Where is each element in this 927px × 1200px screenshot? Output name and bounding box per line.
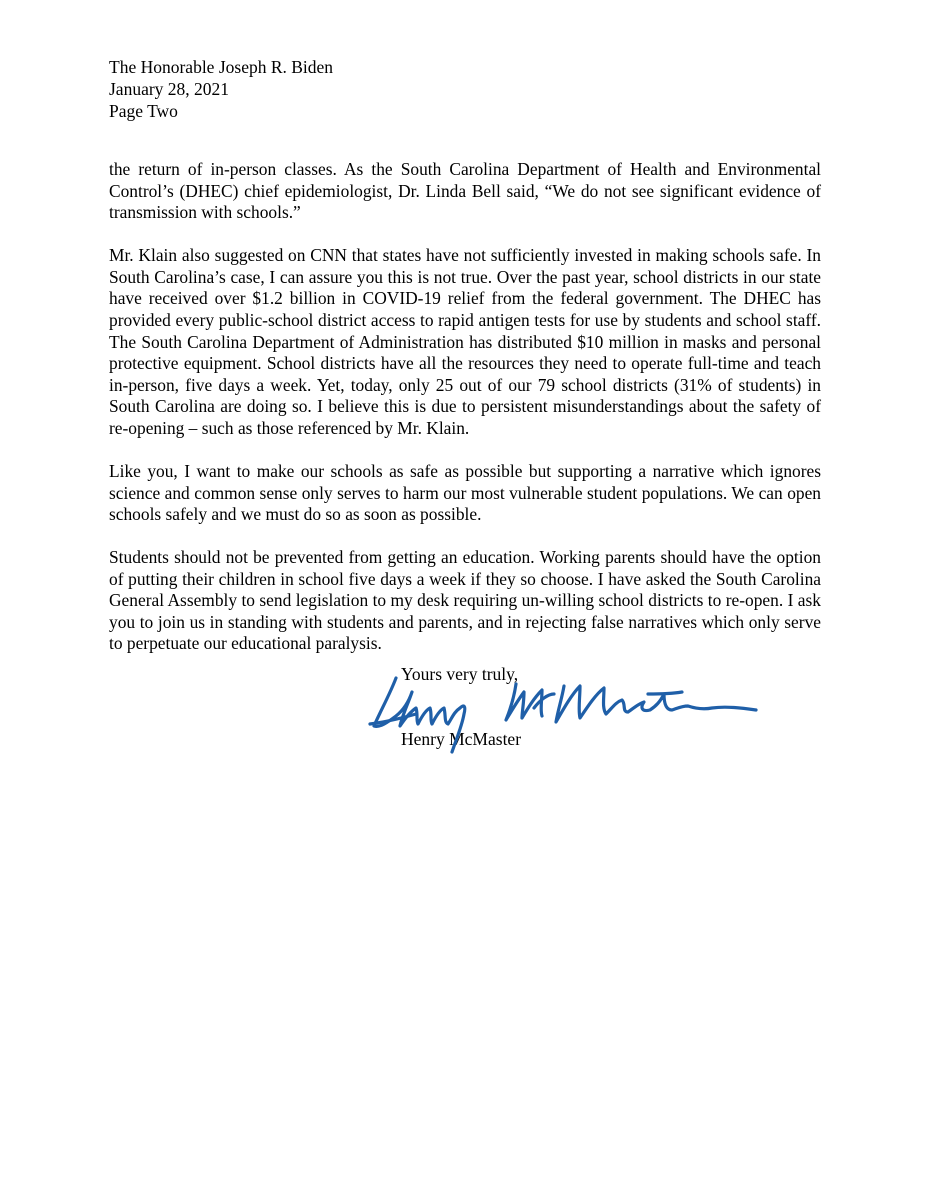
date-line: January 28, 2021 — [109, 79, 230, 99]
recipient-line: The Honorable Joseph R. Biden — [109, 57, 334, 77]
handwritten-signature — [366, 664, 766, 754]
letter-body — [109, 159, 821, 676]
body-paragraph: Like you, I want to make our schools as safe as possible but supporting a narrative which ignores science and common sense only serves to harm our most vulnerable student populations. We can open schools safely and we must do so as soon as possible. — [109, 460, 821, 525]
body-paragraph: Mr. Klain also suggested on CNN that states have not sufficiently invested in making schools safe. In South Carolina’s case, I can assure you this is not true. Over the past year, school districts in our state have received over $1.2 billion in COVID-19 relief from the federal government. The DHEC has provided every public-school district access to rapid antigen tests for use by students and school staff. The South Carolina Department of Administration has distributed $10 million in masks and personal protective equipment. School districts have all the resources they need to operate full-time and teach in-person, five days a week. Yet, today, only 25 out of our 79 school districts (31% of students) in South Carolina are doing so. I believe this is due to persistent misunderstandings about the safety of re-opening – such as those referenced by Mr. Klain. — [109, 245, 821, 438]
closing-salutation: Yours very truly, — [401, 664, 519, 684]
body-paragraph: Students should not be prevented from getting an education. Working parents should have the option of putting their children in school five days a week if they so choose. I have asked the South Carolina General Assembly to send legislation to my desk requiring un-willing school districts to re-open. I ask you to join us in standing with students and parents, and in rejecting false narratives which only serve to perpetuate our educational paralysis. — [109, 547, 821, 654]
page-number-line: Page Two — [109, 101, 178, 121]
letter-header — [109, 56, 333, 122]
body-paragraph: the return of in-person classes. As the South Carolina Department of Health and Environmental Control’s (DHEC) chief epidemiologist, Dr. Linda Bell said, “We do not see significant evidence of transmission with schools.” — [109, 159, 821, 223]
signer-name: Henry McMaster — [401, 729, 522, 749]
